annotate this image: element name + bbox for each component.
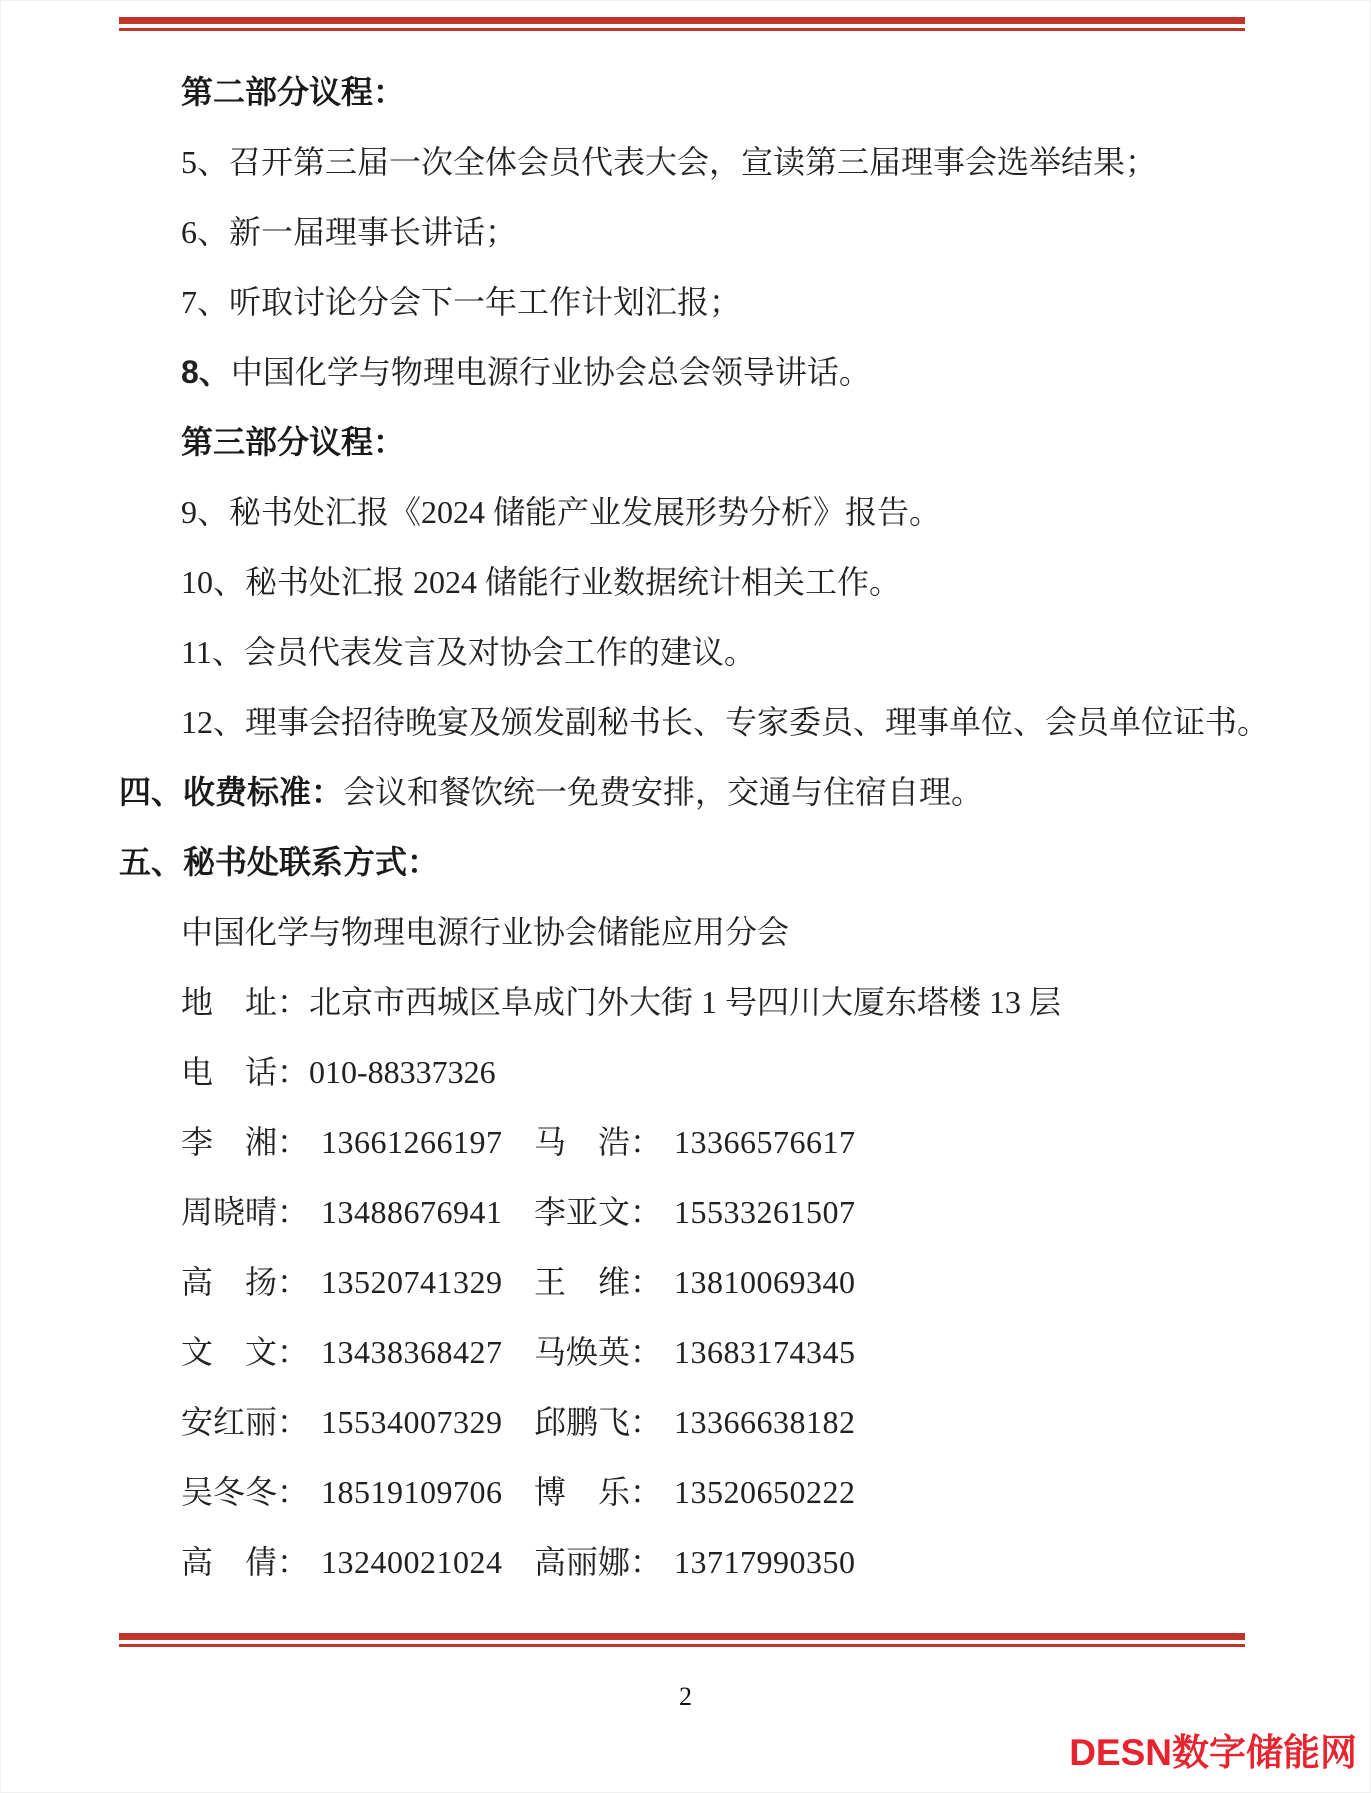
contact-phone: 15534007329 (321, 1404, 503, 1440)
contact-row (119, 1457, 1245, 1527)
contact-name: 高 扬： (181, 1264, 310, 1300)
contact-phone: 18519109706 (321, 1474, 503, 1510)
org-name: 中国化学与物理电源行业协会储能应用分会 (181, 914, 790, 950)
contact-phone: 13810069340 (674, 1264, 856, 1300)
agenda-item-6: 6、新一届理事长讲话； (181, 214, 518, 250)
phone-value: 010-88337326 (309, 1054, 496, 1090)
agenda-item-12: 12、理事会招待晚宴及颁发副秘书长、专家委员、理事单位、会员单位证书。 (181, 704, 1270, 740)
contact-name: 李亚文： (534, 1194, 663, 1230)
agenda-item-11: 11、会员代表发言及对协会工作的建议。 (181, 634, 756, 670)
contact-name: 吴冬冬： (181, 1474, 310, 1510)
contact-phone: 13661266197 (321, 1124, 503, 1160)
bottom-rule-thin (119, 1644, 1245, 1647)
agenda-item-10: 10、秘书处汇报 2024 储能行业数据统计相关工作。 (181, 564, 902, 600)
phone-label: 电 话： (181, 1054, 310, 1090)
contact-phone: 13366576617 (674, 1124, 856, 1160)
contact-name: 文 文： (181, 1334, 310, 1370)
contact-phone: 15533261507 (674, 1194, 856, 1230)
document-body (119, 57, 1270, 1597)
contact-heading: 五、秘书处联系方式： (119, 844, 440, 880)
contact-row (119, 1527, 1245, 1597)
contact-name: 李 湘： (181, 1124, 310, 1160)
contact-phone: 13520650222 (674, 1474, 856, 1510)
contact-name: 周晓晴： (181, 1194, 310, 1230)
address-line (119, 967, 1245, 1037)
contact-row (119, 1247, 1245, 1317)
address-label: 地 址： (181, 984, 310, 1020)
fees-text: 会议和餐饮统一免费安排，交通与住宿自理。 (343, 774, 984, 810)
contact-name: 王 维： (534, 1264, 663, 1300)
contact-name: 安红丽： (181, 1404, 310, 1440)
contact-row (119, 1387, 1245, 1457)
part3-heading: 第三部分议程： (181, 424, 406, 460)
phone-line (119, 1037, 1245, 1107)
contact-row (119, 1107, 1245, 1177)
contact-phone: 13488676941 (321, 1194, 503, 1230)
contact-name: 高 倩： (181, 1544, 310, 1580)
fees-label: 四、收费标准： (119, 774, 344, 810)
agenda-item-7: 7、听取讨论分会下一年工作计划汇报； (181, 284, 742, 320)
contact-name: 马 浩： (534, 1124, 663, 1160)
contact-name: 马焕英： (534, 1334, 663, 1370)
contact-phone: 13520741329 (321, 1264, 503, 1300)
contact-name: 博 乐： (534, 1474, 663, 1510)
contact-phone: 13438368427 (321, 1334, 503, 1370)
contact-phone: 13717990350 (674, 1544, 856, 1580)
contact-name: 高丽娜： (534, 1544, 663, 1580)
page-number: 2 (679, 1682, 692, 1711)
fees-line (119, 757, 1245, 827)
contact-phone: 13366638182 (674, 1404, 856, 1440)
site-watermark: DESN数字储能网 (1069, 1732, 1357, 1773)
agenda-item-8: 8、中国化学与物理电源行业协会总会领导讲话。 (181, 354, 871, 390)
address-value: 北京市西城区阜成门外大街 1 号四川大厦东塔楼 13 层 (309, 984, 1062, 1020)
agenda-item-5: 5、召开第三届一次全体会员代表大会，宣读第三届理事会选举结果； (181, 144, 1158, 180)
contact-row (119, 1177, 1245, 1247)
top-rule-thick (119, 17, 1245, 24)
contact-row (119, 1317, 1245, 1387)
contact-name: 邱鹏飞： (534, 1404, 663, 1440)
bottom-rule-thick (119, 1633, 1245, 1640)
top-rule-thin (119, 28, 1245, 31)
part2-heading: 第二部分议程： (181, 74, 406, 110)
contact-phone: 13240021024 (321, 1544, 503, 1580)
agenda-item-9: 9、秘书处汇报《2024 储能产业发展形势分析》报告。 (181, 494, 942, 530)
contact-phone: 13683174345 (674, 1334, 856, 1370)
